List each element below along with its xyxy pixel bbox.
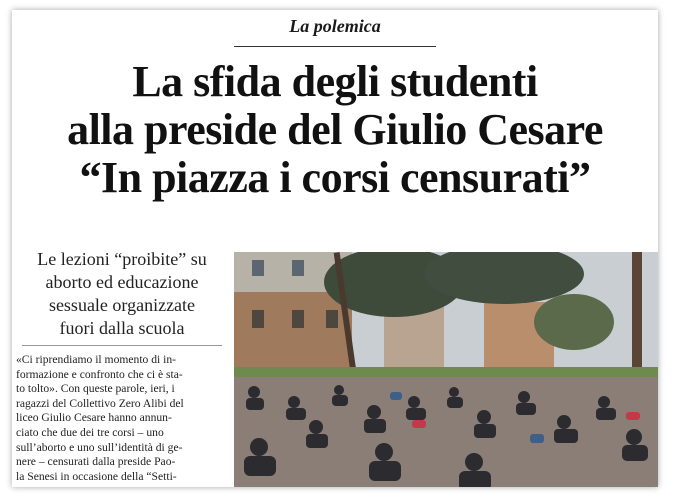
photo-students-in-square bbox=[234, 252, 658, 487]
article-body bbox=[16, 353, 226, 484]
body-line: formazione e confronto che ci è sta- bbox=[16, 367, 183, 381]
body-line: nere – censurati dalla preside Pao- bbox=[16, 455, 176, 469]
subhead-line-4: fuori dalla scuola bbox=[59, 318, 185, 338]
headline-line-2: alla preside del Giulio Cesare bbox=[67, 105, 603, 154]
subhead-line-2: aborto ed educazione bbox=[45, 272, 199, 292]
body-line: ciato che due dei tre corsi – uno bbox=[16, 425, 164, 439]
subheadline bbox=[14, 248, 230, 340]
article-photo bbox=[234, 252, 658, 487]
headline-line-1: La sfida degli studenti bbox=[132, 57, 538, 106]
body-line: la Senesi in occasione della “Setti- bbox=[16, 469, 177, 483]
kicker-divider bbox=[234, 46, 436, 47]
newspaper-clipping bbox=[12, 10, 658, 487]
body-line: liceo Giulio Cesare hanno annun- bbox=[16, 411, 172, 425]
body-line: «Ci riprendiamo il momento di in- bbox=[16, 353, 177, 366]
section-kicker: La polemica bbox=[289, 16, 381, 36]
headline bbox=[12, 58, 658, 202]
headline-line-3: “In piazza i corsi censurati” bbox=[79, 153, 591, 202]
body-line: ragazzi del Collettivo Zero Alibi del bbox=[16, 396, 184, 410]
subhead-line-3: sessuale organizzate bbox=[48, 295, 196, 315]
body-line: to tolto». Con queste parole, ieri, i bbox=[16, 382, 175, 396]
column-divider bbox=[22, 345, 222, 346]
body-line: sull’aborto e uno sull’identità di ge- bbox=[16, 440, 183, 454]
subhead-line-1: Le lezioni “proibite” su bbox=[37, 249, 207, 269]
